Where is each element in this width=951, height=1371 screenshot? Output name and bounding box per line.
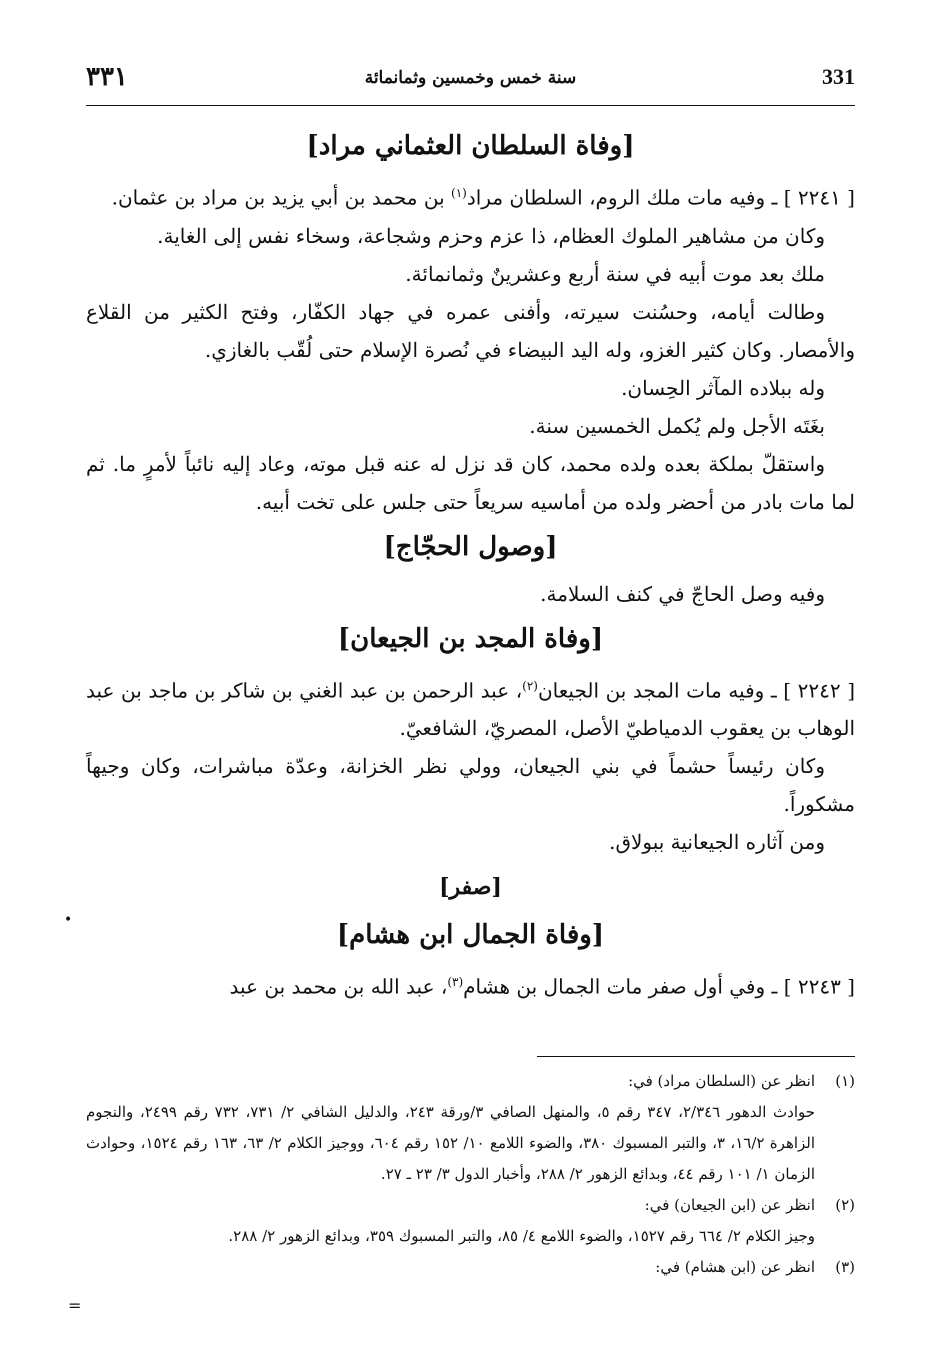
entry-paragraph (86, 963, 855, 1006)
footnote-number: (٣) (835, 1258, 855, 1276)
entry-text: بن محمد بن أبي يزيد بن مراد بن عثمان. (111, 185, 452, 210)
running-title: سنة خمس وخمسين وثمانمائة (364, 68, 577, 88)
footnote-ref: (٣) (447, 975, 464, 990)
footnote-title: انظر عن (السلطان مراد) في: (628, 1072, 815, 1090)
footnote-2 (86, 1190, 855, 1221)
header-rule (86, 105, 855, 106)
entry-text: [ ٢٢٤٣ ] ـ وفي أول صفر مات الجمال بن هشام (463, 974, 855, 999)
paragraph: وكان رئيساً حشماً في بني الجيعان، وولي نظر الخزانة، وعدّة مباشرات، وكان وجيهاً مشكوراً. (86, 754, 855, 817)
paragraph: واستقلّ بملكة بعده ولده محمد، كان قد نزل له عنه قبل موته، وعاد إليه نائباً لأمرٍ ما. ثم لما مات بادر من أحضر ولده من أماسيه سريعاً حتى جلس على تخت أبيه. (86, 451, 855, 514)
paragraph: وفيه وصل الحاجّ في كنف السلامة. (540, 581, 825, 606)
margin-dot: • (64, 912, 73, 928)
page-header (86, 58, 855, 98)
entry-paragraph (86, 667, 855, 748)
page-number-arabic: ٣٣١ (86, 62, 128, 92)
entry-text: ، عبد الرحمن بن عبد الغني بن شاكر بن ماجد بن عبد الوهاب بن يعقوب الدمياطيّ الأصل، المصريّ، الشافعيّ. (86, 678, 855, 741)
month-heading: [صفر] (439, 874, 502, 901)
main-text (86, 120, 855, 1006)
footnote-ref: (٢) (522, 678, 538, 693)
continuation-mark: = (68, 1296, 82, 1315)
footnote-title: انظر عن (ابن الجيعان) في: (644, 1196, 815, 1214)
footnote-rule (537, 1056, 855, 1057)
footnote-3 (86, 1252, 855, 1283)
footnote-ref: (١) (451, 186, 467, 200)
paragraph: بغَتَه الأجل ولم يُكمل الخمسين سنة. (529, 413, 825, 438)
entry-text: ، عبد الله بن محمد بن عبد (229, 974, 448, 999)
entry-text: [ ٢٢٤١ ] ـ وفيه مات ملك الروم، السلطان مراد (466, 185, 855, 210)
entry-text: [ ٢٢٤٢ ] ـ وفيه مات المجد بن الجيعان (537, 678, 855, 703)
footnote-1 (86, 1066, 855, 1097)
footnotes (86, 1066, 855, 1283)
footnote-text: وجيز الكلام ٢/ ٦٦٤ رقم ١٥٢٧، والضوء اللامع ٤/ ٨٥، والتبر المسبوك ٣٥٩، وبدائع الزهور ٢/ ٢٨٨. (228, 1227, 815, 1245)
footnote-text: حوادث الدهور ٢/٣٤٦، ٣٤٧ رقم ٥، والمنهل الصافي ٣/ورقة ٢٤٣، والدليل الشافي ٢/ ٧٣١، ٧٣٢ رقم ٢٤٩٩، والنجوم الزاهرة ١٦/٢، ٣، والتبر المسبوك ٣٨٠، والضوء اللامع ١٠/ ١٥٢ رقم ٦٠٤، ووجيز الكلام ٢/ ٦٣، ١٦٣ رقم ١٥٢٤، وحوادث الزمان ١/ ١٠١ رقم ٤٤، وبدائع الزهور ٢/ ٢٨٨، وأخبار الدول ٣/ ٢٣ ـ ٢٧. (86, 1103, 816, 1183)
entry-paragraph (86, 174, 855, 217)
paragraph: ومن آثاره الجيعانية ببولاق. (609, 830, 825, 855)
paragraph: ملك بعد موت أبيه في سنة أربع وعشرينٌ وثمانمائة. (405, 261, 825, 286)
section-heading: [وفاة المجد بن الجيعان] (337, 623, 604, 654)
section-heading: [وفاة الجمال ابن هشام] (336, 920, 605, 951)
paragraph: وله ببلاده المآثر الحِسان. (621, 375, 825, 400)
footnote-number: (٢) (835, 1196, 855, 1214)
page-number-latin: 331 (822, 64, 855, 89)
footnote-title: انظر عن (ابن هشام) في: (655, 1258, 815, 1276)
section-heading: [وفاة السلطان العثماني مراد] (306, 131, 635, 161)
paragraph: وطالت أيامه، وحسُنت سيرته، وأفنى عمره في جهاد الكفّار، وفتح الكثير من القلاع والأمصار. وكان كثير الغزو، وله اليد البيضاء في نُصرة الإسلام حتى لُقّب بالغازي. (86, 299, 855, 362)
footnote-number: (١) (835, 1072, 855, 1090)
paragraph: وكان من مشاهير الملوك العظام، ذا عزم وحزم وشجاعة، وسخاء نفس إلى الغاية. (157, 223, 825, 248)
section-heading: [وصول الحجّاج] (383, 531, 558, 562)
